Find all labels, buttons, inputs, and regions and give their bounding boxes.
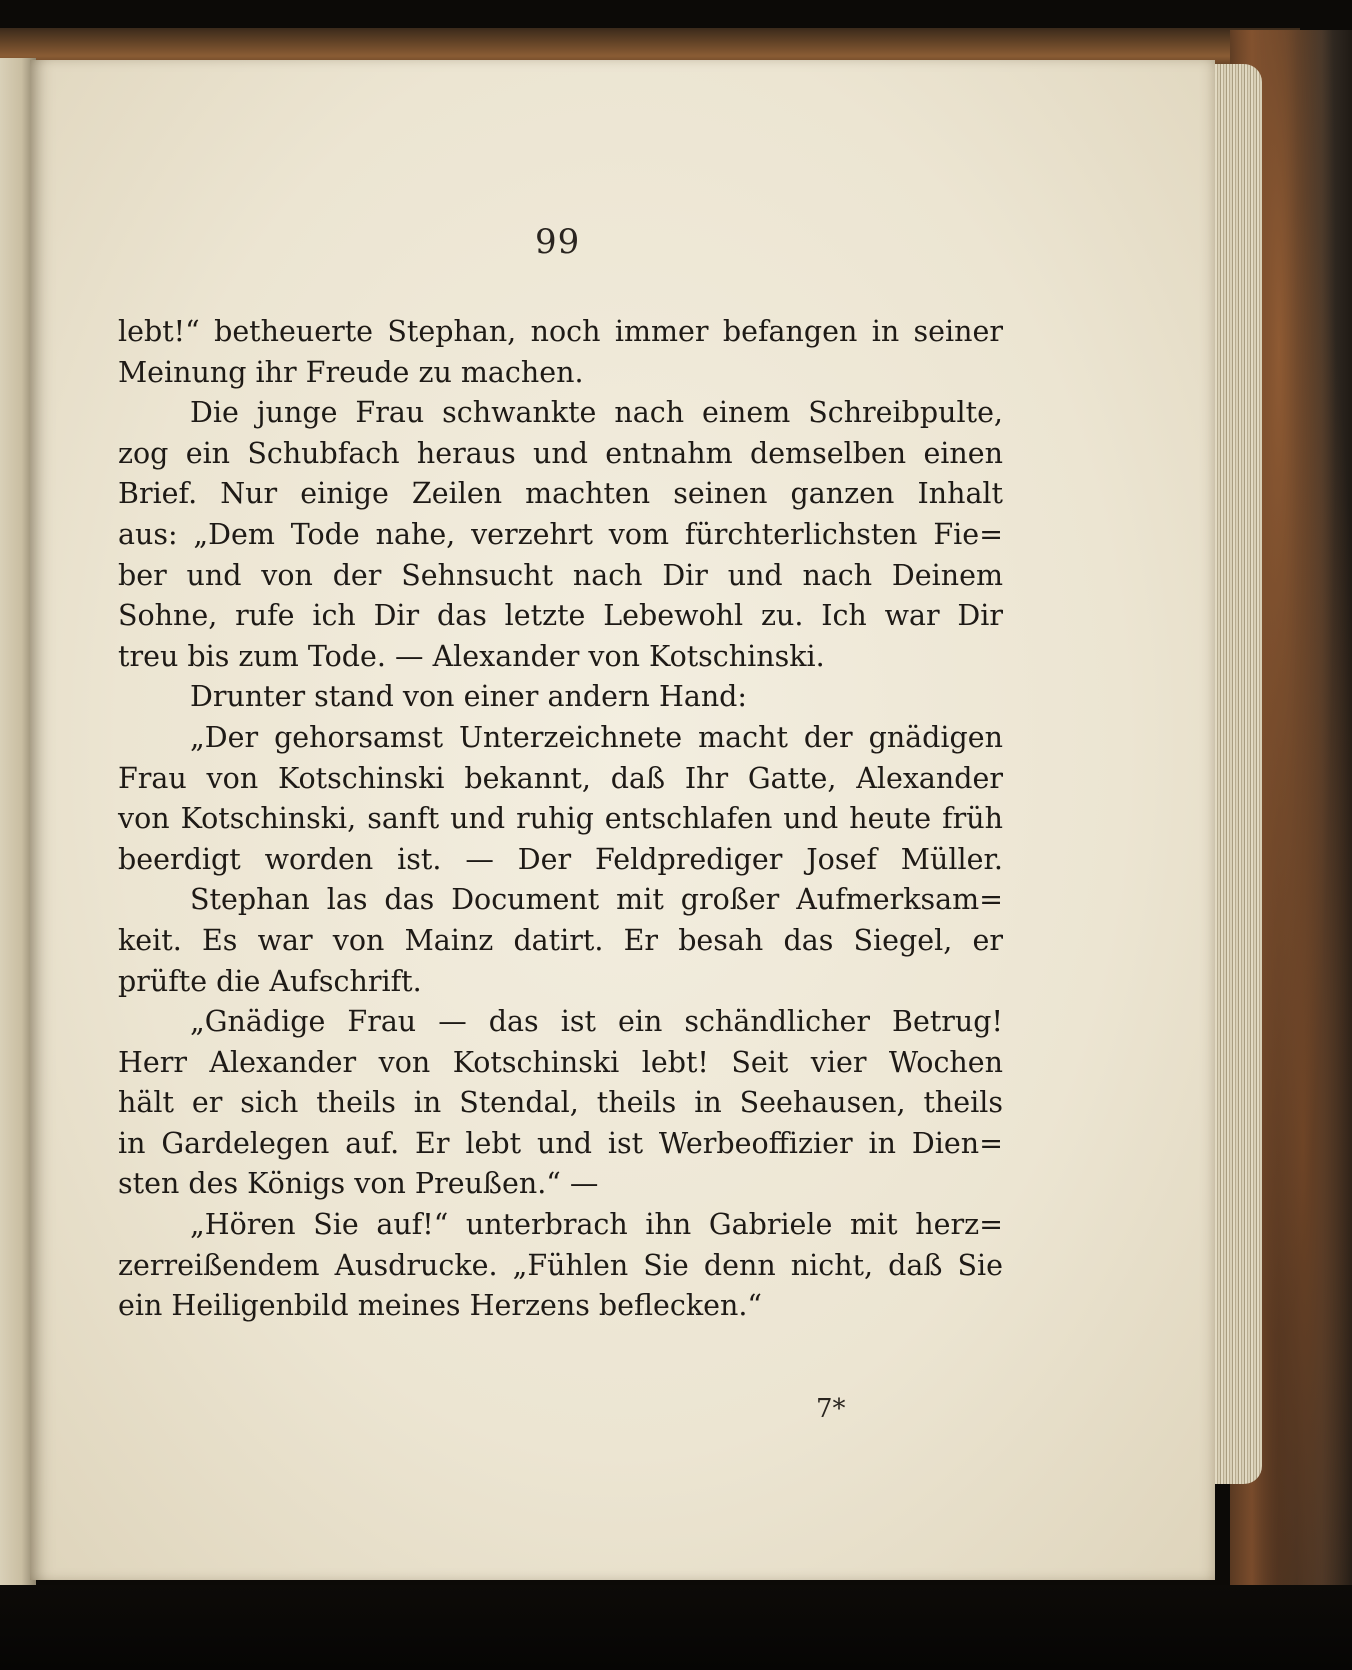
text-line: Sohne, rufe ich Dir das letzte Lebewohl zu. Ich war Dir — [118, 599, 1003, 633]
background-shadow — [0, 1585, 1352, 1670]
page-text — [118, 312, 1003, 1327]
text-line: von Kotschinski, sanft und ruhig entschlafen und heute früh — [118, 802, 1003, 836]
text-line: keit. Es war von Mainz datirt. Er besah das Siegel, er — [118, 923, 1003, 957]
text-line: lebt!“ betheuerte Stephan, noch immer befangen in seiner — [118, 315, 1003, 348]
text-line: treu bis zum Tode. — Alexander von Kotschinski. — [118, 639, 825, 673]
text-line: zog ein Schubfach heraus und entnahm demselben einen — [118, 436, 1003, 470]
text-line: hält er sich theils in Stendal, theils in Seehausen, theils — [118, 1086, 1003, 1120]
text-line: ber und von der Sehnsucht nach Dir und nach Deinem — [118, 558, 1003, 592]
text-line: Drunter stand von einer andern Hand: — [190, 680, 748, 714]
text-line: Stephan las das Document mit großer Aufmerksam= — [190, 883, 1003, 917]
text-line: Meinung ihr Freude zu machen. — [118, 355, 584, 389]
text-line: Frau von Kotschinski bekannt, daß Ihr Gatte, Alexander — [118, 761, 1003, 795]
text-line: „Hören Sie auf!“ unterbrach ihn Gabriele mit herz= — [190, 1208, 1003, 1242]
page-number: 99 — [535, 222, 581, 262]
signature-mark: 7* — [816, 1394, 846, 1424]
text-line: ein Heiligenbild meines Herzens beflecken.“ — [118, 1289, 762, 1323]
text-line: zerreißendem Ausdrucke. „Fühlen Sie denn nicht, daß Sie — [118, 1248, 1003, 1282]
text-line: prüfte die Aufschrift. — [118, 964, 422, 998]
text-line: Die junge Frau schwankte nach einem Schreibpulte, — [190, 396, 1003, 430]
text-line: Brief. Nur einige Zeilen machten seinen ganzen Inhalt — [118, 477, 1003, 511]
text-line: sten des Königs von Preußen.“ — — [118, 1167, 599, 1201]
text-line: Herr Alexander von Kotschinski lebt! Seit vier Wochen — [118, 1045, 1003, 1079]
text-line: beerdigt worden ist. — Der Feldprediger Josef Müller. — [118, 842, 1003, 876]
text-line: „Der gehorsamst Unterzeichnete macht der gnädigen — [190, 720, 1003, 754]
text-line: aus: „Dem Tode nahe, verzehrt vom fürchterlichsten Fie= — [118, 517, 1003, 551]
text-line: in Gardelegen auf. Er lebt und ist Werbeoffizier in Dien= — [118, 1126, 1003, 1160]
text-line: „Gnädige Frau — das ist ein schändlicher Betrug! — [190, 1005, 1003, 1039]
